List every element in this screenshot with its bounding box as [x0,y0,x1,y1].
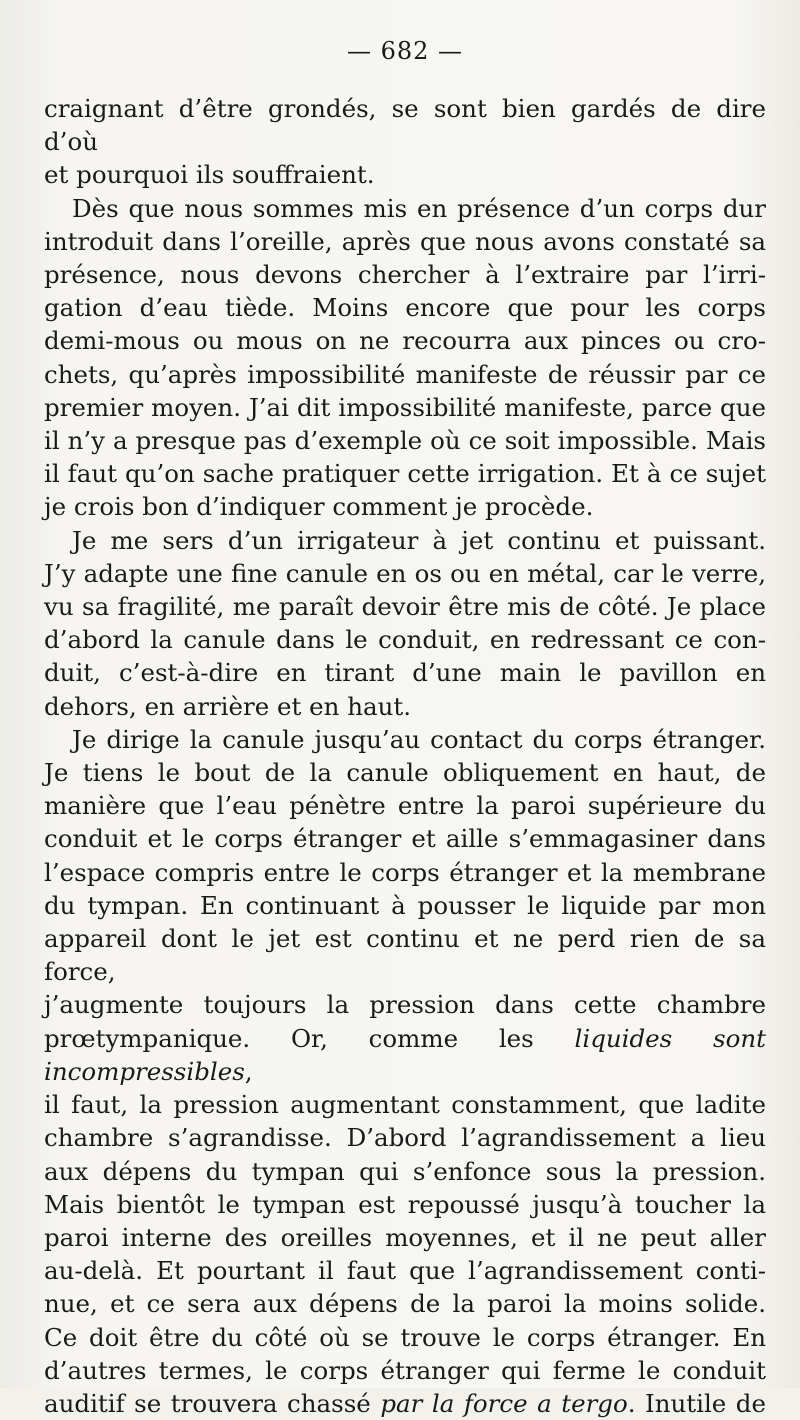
text-line: Je dirige la canule jusqu’au contact du corps étranger. [72,724,766,754]
line-segment: prœtympanique. Or, comme les [44,1023,575,1053]
text-line: présence, nous devons chercher à l’extraire par l’irri- [44,260,766,290]
line-segment: auditif se trouvera chassé [44,1388,381,1418]
text-line: il n’y a presque pas d’exemple où ce soit impossible. Mais [44,426,766,456]
text-line: J’y adapte une fine canule en os ou en métal, car le verre, [44,558,766,588]
text-line: Je tiens le bout de la canule obliquement en haut, de [44,758,766,788]
text-line: Mais bientôt le tympan est repoussé jusqu’à toucher la [44,1189,766,1219]
text-line: chets, qu’après impossibilité manifeste de réussir par ce [44,359,766,389]
text-line: gation d’eau tiède. Moins encore que pour les corps [44,293,766,323]
text-line: premier moyen. J’ai dit impossibilité manifeste, parce que [44,392,766,422]
text-line: Ce doit être du côté où se trouve le corps étranger. En [44,1322,766,1352]
body-text [44,92,766,1420]
text-line: il faut, la pression augmentant constamment, que ladite [44,1090,766,1120]
text-line: introduit dans l’oreille, après que nous avons constaté sa [44,226,766,256]
italic-phrase: par la force a tergo [380,1388,628,1418]
text-line: d’autres termes, le corps étranger qui ferme le conduit [44,1355,766,1385]
text-line: manière que l’eau pénètre entre la paroi supérieure du [44,791,766,821]
text-line: chambre s’agrandisse. D’abord l’agrandissement a lieu [44,1123,766,1153]
text-line [44,1387,766,1420]
text-line: vu sa fragilité, me paraît devoir être mis de côté. Je place [44,592,766,622]
text-line: l’espace compris entre le corps étranger et la membrane [44,857,766,887]
line-segment: , [244,1056,253,1086]
text-line: nue, et ce sera aux dépens de la paroi la moins solide. [44,1289,766,1319]
text-line: d’abord la canule dans le conduit, en redressant ce con- [44,625,766,655]
text-line: j’augmente toujours la pression dans cette chambre [44,990,766,1020]
text-line: aux dépens du tympan qui s’enfonce sous la pression. [44,1156,766,1186]
text-line: duit, c’est-à-dire en tirant d’une main le pavillon en [44,658,766,688]
text-line: Je me sers d’un irrigateur à jet continu et puissant. [72,525,766,555]
text-line: appareil dont le jet est continu et ne perd rien de sa force, [44,924,766,987]
text-line: dehors, en arrière et en haut. [44,691,411,721]
text-line: Dès que nous sommes mis en présence d’un corps dur [72,193,766,223]
page-number: — 682 — [346,37,464,65]
text-line: je crois bon d’indiquer comment je procède. [44,492,594,522]
text-line: au-delà. Et pourtant il faut que l’agrandissement conti- [44,1256,766,1286]
text-line: craignant d’être grondés, se sont bien gardés de dire d’où [44,94,766,157]
text-line: il faut qu’on sache pratiquer cette irrigation. Et à ce sujet [44,459,766,489]
text-line: demi-mous ou mous on ne recourra aux pinces ou cro- [44,326,766,356]
italic-phrase: liquides sont incompressibles [44,1023,766,1086]
text-line [44,1022,766,1088]
text-line: du tympan. En continuant à pousser le liquide par mon [44,890,766,920]
line-segment: . Inutile de [627,1388,766,1418]
text-line: conduit et le corps étranger et aille s’emmagasiner dans [44,824,766,854]
text-line: et pourquoi ils souffraient. [44,160,375,190]
text-line: paroi interne des oreilles moyennes, et il ne peut aller [44,1222,766,1252]
